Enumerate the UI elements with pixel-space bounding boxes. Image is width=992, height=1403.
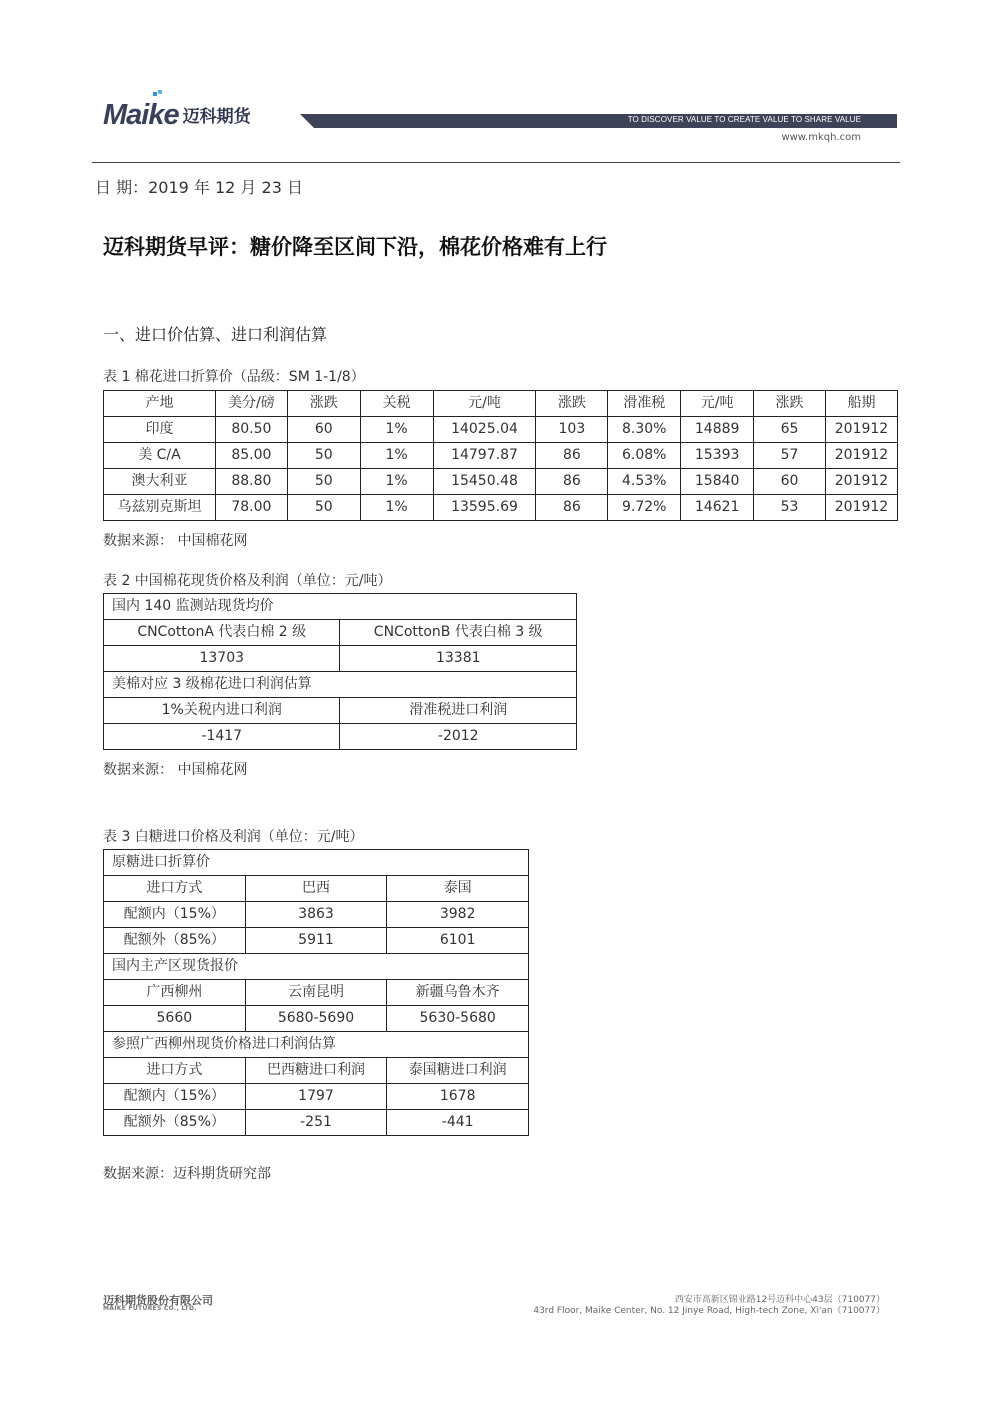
table-cell: 巴西 <box>245 876 387 902</box>
table-row <box>104 850 529 876</box>
table-cell: 13381 <box>340 646 577 672</box>
table-cell: 86 <box>536 443 608 469</box>
table-cell: 船期 <box>825 391 897 417</box>
table-cell: 88.80 <box>215 469 287 495</box>
table-cell: 13703 <box>104 646 340 672</box>
table-cell: 201912 <box>825 469 897 495</box>
table-cell: 配额内（15%） <box>104 902 246 928</box>
report-date: 日 期：2019 年 12 月 23 日 <box>95 178 303 197</box>
table-cell: 50 <box>287 469 360 495</box>
table-cell: CNCottonB 代表白棉 3 级 <box>340 620 577 646</box>
table-cell: 80.50 <box>215 417 287 443</box>
table-cell: 印度 <box>104 417 216 443</box>
table-row <box>104 1032 529 1058</box>
table-cell: CNCottonA 代表白棉 2 级 <box>104 620 340 646</box>
table-cell: 201912 <box>825 495 897 521</box>
table-cell: 参照广西柳州现货价格进口利润估算 <box>104 1032 529 1058</box>
logo-mark-icon <box>153 90 163 98</box>
table-cell: 配额外（85%） <box>104 1110 246 1136</box>
cotton-import-price-table <box>103 390 898 521</box>
table-row <box>104 646 577 672</box>
table-cell: 泰国 <box>387 876 529 902</box>
logo-wordmark: Maike <box>103 99 179 131</box>
table-cell: 1678 <box>387 1084 529 1110</box>
table-cell: 1% <box>360 495 433 521</box>
table-cell: 国内主产区现货报价 <box>104 954 529 980</box>
table3-caption: 表 3 白糖进口价格及利润（单位：元/吨） <box>103 829 364 845</box>
table-cell: 5911 <box>245 928 387 954</box>
table-cell: 13595.69 <box>433 495 536 521</box>
table-cell: 新疆乌鲁木齐 <box>387 980 529 1006</box>
table-cell: 配额外（85%） <box>104 928 246 954</box>
table-cell: 涨跌 <box>754 391 826 417</box>
footer-address-en: 43rd Floor, Maike Center, No. 12 Jinye Road, High-tech Zone, Xi'an（710077） <box>533 1306 885 1316</box>
table-row <box>104 469 898 495</box>
table-row <box>104 1110 529 1136</box>
table-row <box>104 876 529 902</box>
table-cell: 14797.87 <box>433 443 536 469</box>
table-cell: 9.72% <box>608 495 681 521</box>
table-row <box>104 391 898 417</box>
slogan-text: TO DISCOVER VALUE TO CREATE VALUE TO SHARE VALUE <box>627 115 861 124</box>
table-cell: 巴西糖进口利润 <box>245 1058 387 1084</box>
table-cell: 5630-5680 <box>387 1006 529 1032</box>
footer-address-cn: 西安市高新区锦业路12号迈科中心43层（710077） <box>674 1295 885 1305</box>
table3-source: 数据来源：迈科期货研究部 <box>103 1166 271 1182</box>
table-cell: 201912 <box>825 443 897 469</box>
table-cell: 元/吨 <box>681 391 754 417</box>
table-cell: 乌兹别克斯坦 <box>104 495 216 521</box>
table-row <box>104 620 577 646</box>
table-row <box>104 417 898 443</box>
table-cell: 50 <box>287 443 360 469</box>
table-cell: 50 <box>287 495 360 521</box>
table-cell: 广西柳州 <box>104 980 246 1006</box>
table1-source: 数据来源： 中国棉花网 <box>103 533 248 549</box>
table-row <box>104 980 529 1006</box>
table-cell: 14025.04 <box>433 417 536 443</box>
table-cell: 进口方式 <box>104 1058 246 1084</box>
table-row <box>104 928 529 954</box>
table-cell: 泰国糖进口利润 <box>387 1058 529 1084</box>
table-cell: 60 <box>287 417 360 443</box>
table-cell: 57 <box>754 443 826 469</box>
table-cell: 5680-5690 <box>245 1006 387 1032</box>
table2-group-profit: 美棉对应 3 级棉花进口利润估算 <box>104 672 577 698</box>
table-cell: -441 <box>387 1110 529 1136</box>
table-cell: 美 C/A <box>104 443 216 469</box>
table-cell: 201912 <box>825 417 897 443</box>
table-cell: 60 <box>754 469 826 495</box>
table-cell: 1% <box>360 469 433 495</box>
table-row <box>104 698 577 724</box>
table-cell: 15840 <box>681 469 754 495</box>
table-cell: 8.30% <box>608 417 681 443</box>
table-row <box>104 1084 529 1110</box>
table-cell: 5660 <box>104 1006 246 1032</box>
table-cell: 澳大利亚 <box>104 469 216 495</box>
table-row <box>104 672 577 698</box>
table2-caption: 表 2 中国棉花现货价格及利润（单位：元/吨） <box>103 573 392 589</box>
section-heading-1: 一、进口价估算、进口利润估算 <box>103 325 328 344</box>
table-row <box>104 443 898 469</box>
table-cell: 元/吨 <box>433 391 536 417</box>
footer-company-cn: 迈科期货股份有限公司 <box>103 1294 213 1307</box>
table-cell: 涨跌 <box>287 391 360 417</box>
table2-group-monitor: 国内 140 监测站现货均价 <box>104 594 577 620</box>
table-row <box>104 954 529 980</box>
table-cell: -2012 <box>340 724 577 750</box>
table2-source: 数据来源： 中国棉花网 <box>103 762 248 778</box>
table-cell: 3863 <box>245 902 387 928</box>
header-divider <box>92 162 900 163</box>
table-cell: 86 <box>536 469 608 495</box>
table-cell: -1417 <box>104 724 340 750</box>
website-url[interactable]: www.mkqh.com <box>781 132 861 143</box>
table-cell: 关税 <box>360 391 433 417</box>
table-cell: 1%关税内进口利润 <box>104 698 340 724</box>
slogan-banner <box>300 113 897 127</box>
table-cell: 滑准税 <box>608 391 681 417</box>
table-cell: 6.08% <box>608 443 681 469</box>
cotton-spot-profit-table <box>103 593 577 750</box>
report-title: 迈科期货早评：糖价降至区间下沿，棉花价格难有上行 <box>103 235 607 259</box>
table-cell: 3982 <box>387 902 529 928</box>
company-logo <box>103 96 251 130</box>
table-cell: 进口方式 <box>104 876 246 902</box>
table-cell: 1% <box>360 443 433 469</box>
table-cell: 15450.48 <box>433 469 536 495</box>
table-row <box>104 724 577 750</box>
table-row <box>104 1058 529 1084</box>
table-row <box>104 495 898 521</box>
table-cell: 1797 <box>245 1084 387 1110</box>
sugar-import-table <box>103 849 529 1136</box>
table-cell: 6101 <box>387 928 529 954</box>
table-cell: 103 <box>536 417 608 443</box>
table-cell: 配额内（15%） <box>104 1084 246 1110</box>
table-cell: 65 <box>754 417 826 443</box>
table-cell: 美分/磅 <box>215 391 287 417</box>
table-row <box>104 902 529 928</box>
table-row <box>104 594 577 620</box>
table-row <box>104 1006 529 1032</box>
table1-caption: 表 1 棉花进口折算价（品级：SM 1-1/8） <box>103 369 365 385</box>
table-cell: 78.00 <box>215 495 287 521</box>
footer-company-en: MAIKE FUTURES CO., LTD. <box>103 1305 197 1312</box>
table-cell: 53 <box>754 495 826 521</box>
table-cell: 产地 <box>104 391 216 417</box>
table-cell: 85.00 <box>215 443 287 469</box>
table-cell: 滑准税进口利润 <box>340 698 577 724</box>
table-cell: 云南昆明 <box>245 980 387 1006</box>
logo-chinese-name: 迈科期货 <box>182 107 251 127</box>
table-cell: 1% <box>360 417 433 443</box>
table-cell: 14621 <box>681 495 754 521</box>
table-cell: 86 <box>536 495 608 521</box>
table-cell: -251 <box>245 1110 387 1136</box>
table-cell: 14889 <box>681 417 754 443</box>
table-cell: 涨跌 <box>536 391 608 417</box>
table-cell: 4.53% <box>608 469 681 495</box>
table-cell: 15393 <box>681 443 754 469</box>
table-cell: 原糖进口折算价 <box>104 850 529 876</box>
